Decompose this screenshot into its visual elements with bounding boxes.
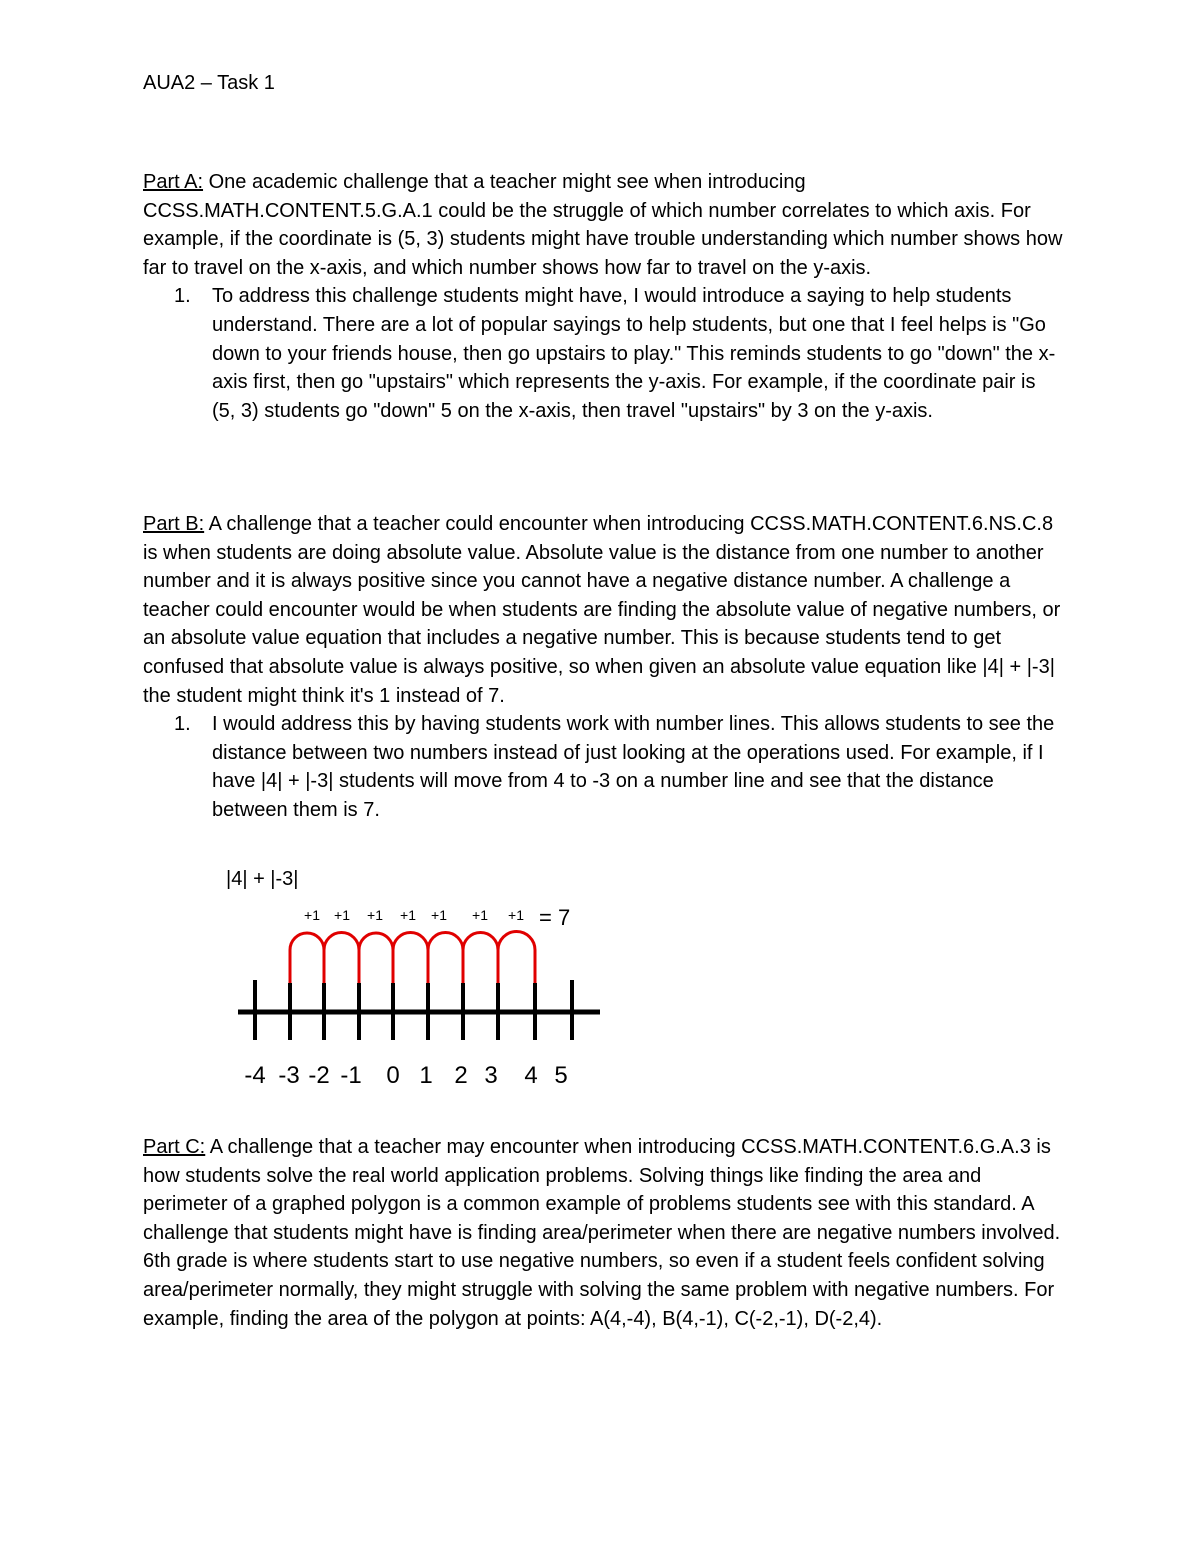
hop-label: +1 [472, 907, 488, 923]
part-b-label: Part B: [143, 513, 205, 535]
tick-label: -3 [278, 1062, 300, 1089]
number-line-hop [359, 933, 393, 983]
tick-label: 2 [454, 1062, 468, 1089]
tick-label: 1 [419, 1062, 433, 1089]
number-line-result: = 7 [539, 905, 571, 930]
number-line-hop [290, 933, 324, 983]
tick-label: -1 [340, 1062, 362, 1089]
number-line-expression: |4| + |-3| [226, 868, 299, 890]
tick-label: -2 [308, 1062, 330, 1089]
hop-label: +1 [431, 907, 447, 923]
part-c-section [143, 1133, 1063, 1333]
number-line-hop [324, 933, 359, 984]
part-c-text: A challenge that a teacher may encounter when introducing CCSS.MATH.CONTENT.6.G.A.3 is how students solve the real world application problems. Solving things like finding the area and perimeter of a graphed polygon is a common example of problems students see with this standard. A challenge that students might have is finding area/perimeter when there are negative numbers involved. 6th grade is where students start to use negative numbers, so even if a student feels confident solving area/perimeter normally, they might struggle with solving the same problem with negative numbers. For example, finding the area of the polygon at points: A(4,-4), B(4,-1), C(-2,-1), D(-2,4). [143, 1136, 1061, 1330]
tick-label: 4 [524, 1062, 538, 1089]
hop-label: +1 [400, 907, 416, 923]
tick-label: 0 [386, 1062, 400, 1089]
number-line-hop [393, 933, 428, 984]
hop-label: +1 [367, 907, 383, 923]
number-line-hop [428, 933, 463, 984]
part-c-paragraph [143, 1133, 1063, 1333]
part-a-label: Part A: [143, 171, 204, 193]
tick-label: 3 [484, 1062, 498, 1089]
part-b-item-number: 1. [174, 713, 191, 736]
tick-label: 5 [554, 1062, 568, 1089]
hop-label: +1 [508, 907, 524, 923]
part-c-label: Part C: [143, 1136, 206, 1158]
tick-label: -4 [244, 1062, 266, 1089]
part-b-text: A challenge that a teacher could encounter when introducing CCSS.MATH.CONTENT.6.NS.C.8 is when students are doing absolute value. Absolute value is the distance from one number to another number and it is always positive since you cannot have a negative distance number. A challenge a teacher could encounter would be when students are finding the absolute value of negative numbers, or an absolute value equation that includes a negative number. This is because students tend to get confused that absolute value is always positive, so when given an absolute value equation like |4| + |-3| the student might think it's 1 instead of 7. [143, 513, 1061, 707]
hop-label: +1 [334, 907, 350, 923]
part-b-item-text: I would address this by having students work with number lines. This allows students to see the distance between two numbers instead of just looking at the operations used. For example, if I have |4| + |-3| students will move from 4 to -3 on a number line and see that the distance between them is 7. [212, 713, 1055, 821]
hop-label: +1 [304, 907, 320, 923]
part-a-item-number: 1. [174, 285, 191, 308]
number-line-hop [463, 933, 498, 984]
number-line-hop [498, 932, 535, 984]
part-a-text: One academic challenge that a teacher might see when introducing CCSS.MATH.CONTENT.5.G.A.1 could be the struggle of which number correlates to which axis. For example, if the coordinate is (5, 3) students might have trouble understanding which number shows how far to travel on the x-axis, and which number shows how far to travel on the y-axis. [143, 171, 1063, 279]
document-header: AUA2 – Task 1 [143, 72, 275, 94]
part-a-item-text: To address this challenge students might have, I would introduce a saying to help students understand. There are a lot of popular sayings to help students, but one that I feel helps is "Go down to your friends house, then go upstairs to play." This reminds students to go "down" the x-axis first, then go "upstairs" which represents the y-axis. For example, if the coordinate pair is (5, 3) students go "down" 5 on the x-axis, then travel "upstairs" by 3 on the y-axis. [212, 285, 1056, 422]
